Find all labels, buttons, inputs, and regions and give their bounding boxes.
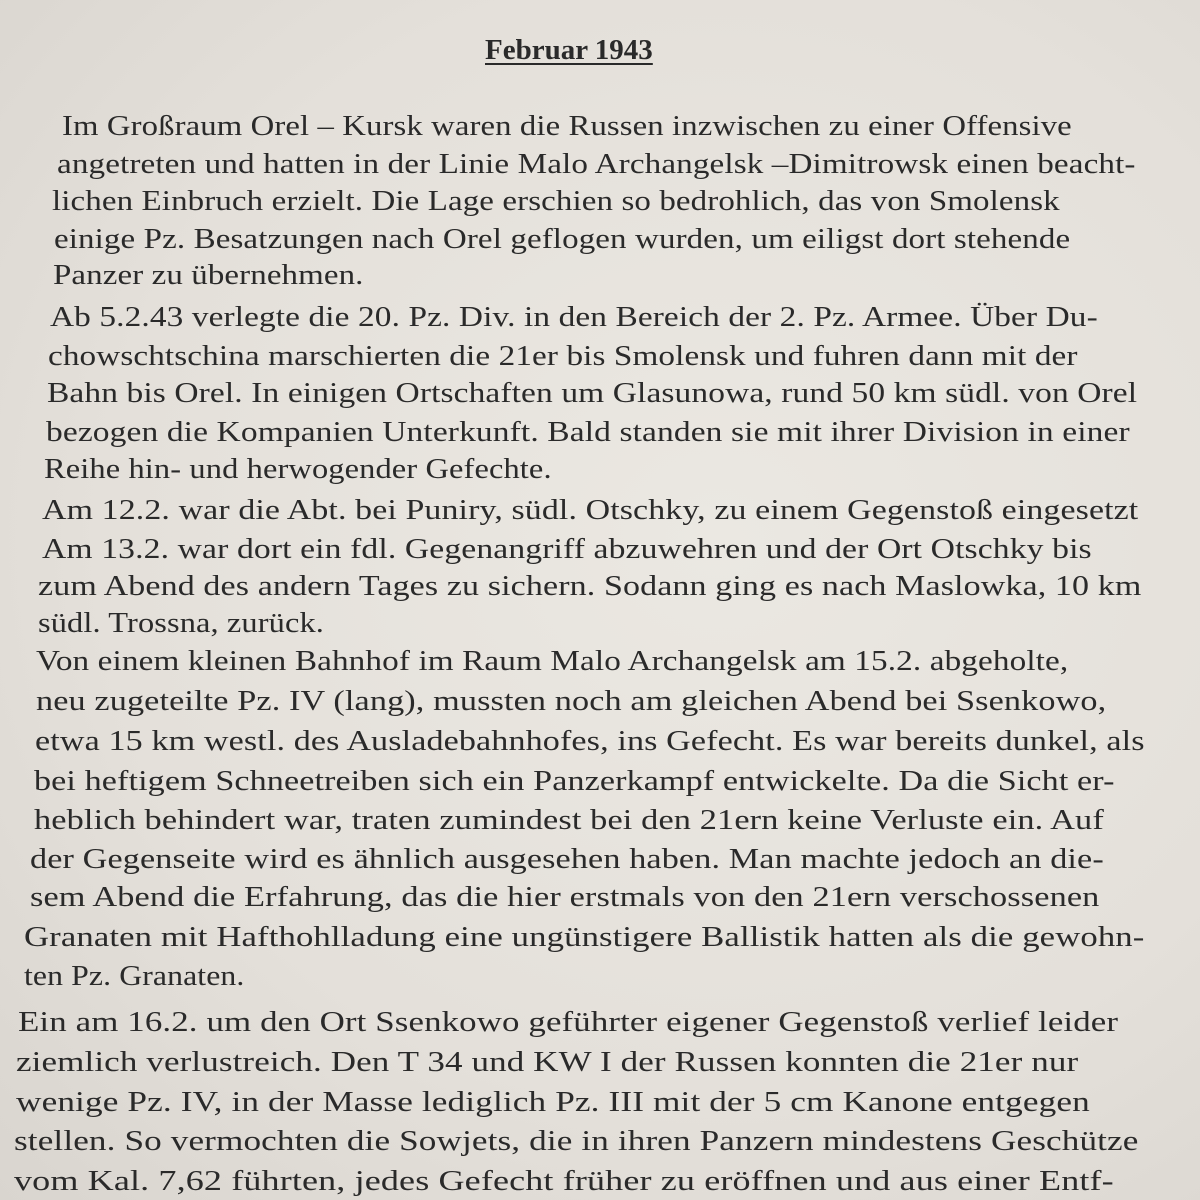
text-line: heblich behindert war, traten zumindest bei den 21ern keine Verluste ein. Auf [34,804,1104,836]
text-line: wenige Pz. IV, in der Masse lediglich Pz. III mit der 5 cm Kanone entgegen [16,1086,1090,1118]
text-line: Im Großraum Orel – Kursk waren die Russen inzwischen zu einer Offensive [62,110,1072,142]
text-line: der Gegenseite wird es ähnlich ausgesehen haben. Man machte jedoch an die- [30,843,1104,875]
text-line: Granaten mit Hafthohlladung eine ungünstigere Ballistik hatten als die gewohn- [24,921,1145,953]
page-title: Februar 1943 [485,34,653,66]
text-line: Reihe hin- und herwogender Gefechte. [44,453,552,485]
text-line: vom Kal. 7,62 führten, jedes Gefecht früher zu eröffnen und aus einer Entf- [14,1165,1114,1197]
text-line: stellen. So vermochten die Sowjets, die in ihren Panzern mindestens Geschütze [14,1125,1139,1157]
text-line: chowschtschina marschierten die 21er bis Smolensk und fuhren dann mit der [48,340,1078,372]
text-line: ziemlich verlustreich. Den T 34 und KW I der Russen konnten die 21er nur [16,1046,1079,1078]
text-line: bezogen die Kompanien Unterkunft. Bald standen sie mit ihrer Division in einer [46,416,1130,448]
text-line: lichen Einbruch erzielt. Die Lage erschien so bedrohlich, das von Smolensk [52,185,1060,217]
text-line: Panzer zu übernehmen. [53,259,364,291]
text-line: Ein am 16.2. um den Ort Ssenkowo geführter eigener Gegenstoß verlief leider [18,1006,1119,1038]
text-line: südl. Trossna, zurück. [38,607,324,639]
text-line: zum Abend des andern Tages zu sichern. Sodann ging es nach Maslowka, 10 km [38,570,1142,602]
text-line: angetreten und hatten in der Linie Malo Archangelsk –Dimitrowsk einen beacht- [57,148,1136,180]
text-line: einige Pz. Besatzungen nach Orel geflogen wurden, um eiligst dort stehende [54,223,1071,255]
text-line: Von einem kleinen Bahnhof im Raum Malo Archangelsk am 15.2. abgeholte, [36,645,1069,677]
text-line: etwa 15 km westl. des Ausladebahnhofes, ins Gefecht. Es war bereits dunkel, als [35,725,1145,757]
text-line: Ab 5.2.43 verlegte die 20. Pz. Div. in den Bereich der 2. Pz. Armee. Über Du- [50,301,1098,333]
text-line: Bahn bis Orel. In einigen Ortschaften um Glasunowa, rund 50 km südl. von Orel [47,377,1138,409]
text-line: Am 13.2. war dort ein fdl. Gegenangriff abzuwehren und der Ort Otschky bis [42,533,1092,565]
text-line: Am 12.2. war die Abt. bei Puniry, südl. Otschky, zu einem Gegenstoß eingesetzt [42,494,1139,526]
text-line: ten Pz. Granaten. [24,960,245,992]
text-line: neu zugeteilte Pz. IV (lang), mussten noch am gleichen Abend bei Ssenkowo, [36,685,1107,717]
text-line: sem Abend die Erfahrung, das die hier erstmals von den 21ern verschossenen [30,881,1100,913]
text-line: bei heftigem Schneetreiben sich ein Panzerkampf entwickelte. Da die Sicht er- [34,765,1115,797]
